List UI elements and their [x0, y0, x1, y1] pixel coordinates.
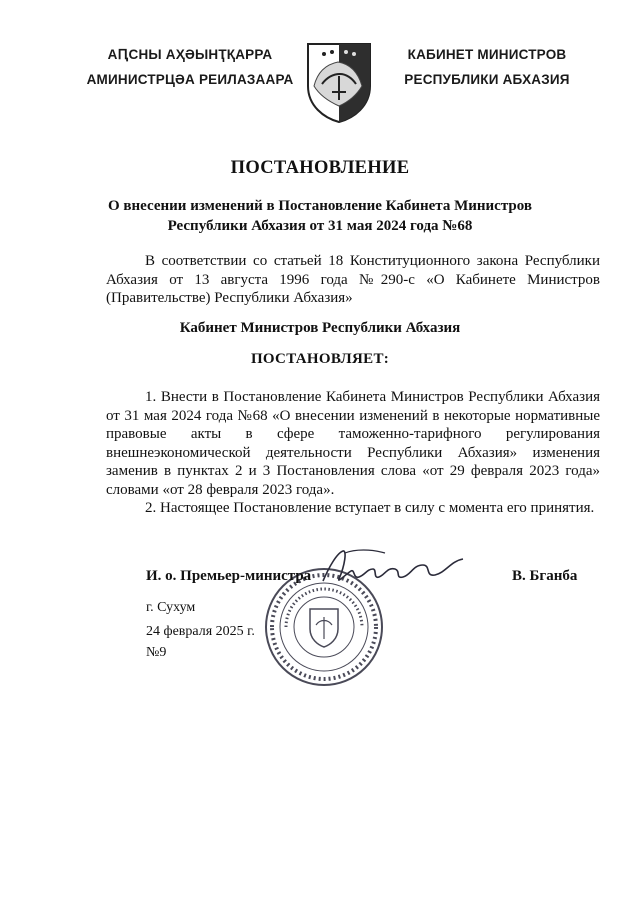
- coat-of-arms-icon: [304, 40, 374, 124]
- document-type-title: ПОСТАНОВЛЕНИЕ: [230, 158, 410, 178]
- resolves-heading: ПОСТАНОВЛЯЕТ:: [250, 351, 390, 367]
- header-left: [85, 42, 295, 92]
- header-left-line2: АМИНИСТРЦӘА РЕИЛАЗААРА: [86, 72, 294, 87]
- header-right: [382, 42, 592, 92]
- subject-line1: О внесении изменений в Постановление Кабинета Министров: [108, 198, 532, 214]
- signatory-name: В. Бганба: [512, 568, 578, 584]
- signatory-position: И. о. Премьер-министра: [146, 568, 312, 584]
- preamble-text: В соответствии со статьей 18 Конституционного закона Республики Абхазия от 13 августа 1996 года №290-с «О Кабинете Министров (Правительстве) Республики Абхазия»: [106, 253, 600, 306]
- decree-item-2: 2. Настоящее Постановление вступает в силу с момента его принятия.: [145, 500, 595, 516]
- header-left-line1: АԤСНЫ АҲӘЫНҬҚАРРА: [107, 47, 273, 62]
- preamble-paragraph: [106, 252, 600, 308]
- document-number: №9: [146, 645, 167, 660]
- subject-line2: Республики Абхазия от 31 мая 2024 года №68: [167, 218, 473, 234]
- header-right-line1: КАБИНЕТ МИНИСТРОВ: [407, 47, 567, 62]
- document-subject: [100, 196, 540, 236]
- header-right-line2: РЕСПУБЛИКИ АБХАЗИЯ: [404, 72, 570, 87]
- signature-icon: [315, 545, 475, 595]
- decree-item-1: 1. Внести в Постановление Кабинета Министров Республики Абхазия от 31 мая 2024 года №68 «О внесении изменений в некоторые нормативные правовые акты в сфере таможенно-тарифного регулирования внешнеэкономической деятельности Республики Абхазия» изменения заменив в пунктах 2 и 3 Постановления слова «от 29 февраля 2023 года» словами «от 28 февраля 2023 года».: [106, 389, 600, 498]
- issue-date: 24 февраля 2025 г.: [146, 624, 255, 639]
- issuer-line: Кабинет Министров Республики Абхазия: [179, 320, 461, 336]
- decree-body: [106, 388, 600, 518]
- issue-city: г. Сухум: [146, 600, 196, 615]
